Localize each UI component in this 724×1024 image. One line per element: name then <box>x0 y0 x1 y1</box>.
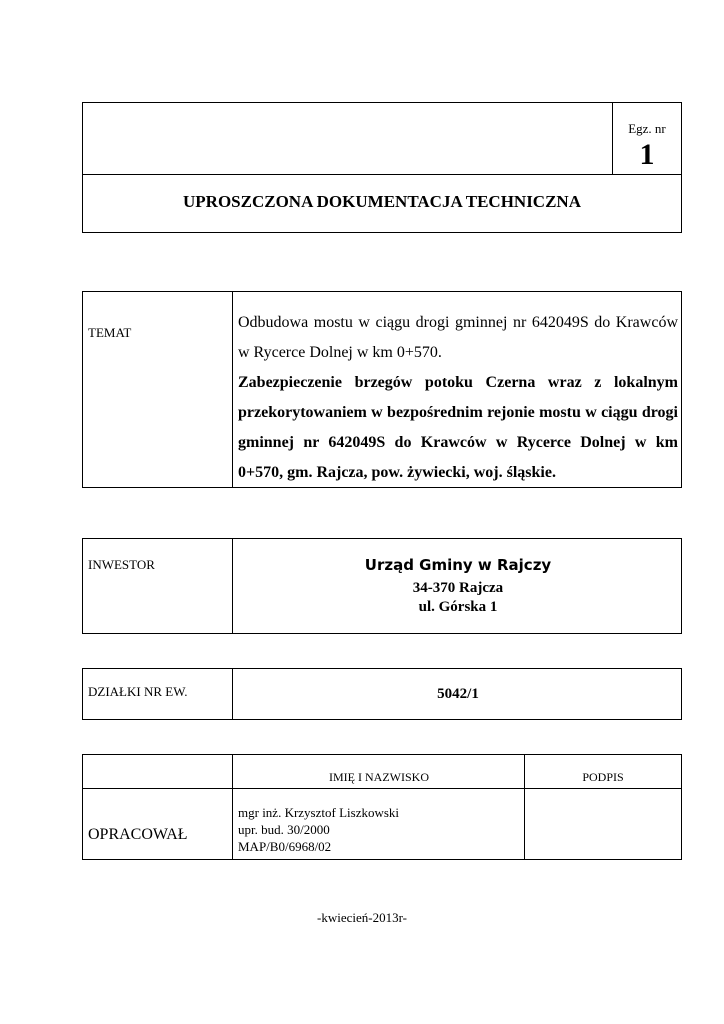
dzialki-value: 5042/1 <box>437 686 479 702</box>
dzialki-label: DZIAŁKI NR EW. <box>88 684 188 699</box>
author-registry: MAP/B0/6968/02 <box>238 839 332 854</box>
signature-divider-1 <box>232 754 233 860</box>
inwestor-divider <box>232 538 233 634</box>
inwestor-zip-city: 34-370 Rajcza <box>412 580 504 596</box>
column-sign-header: PODPIS <box>582 770 624 784</box>
copy-number: 1 <box>639 138 655 171</box>
copy-label: Egz. nr <box>628 121 666 136</box>
temat-line-normal: Odbudowa mostu w ciągu drogi gminnej nr 642049S do Krawców w Rycerce Dolnej w km 0+570. <box>238 314 678 361</box>
author-license: upr. bud. 30/2000 <box>238 822 330 837</box>
temat-text <box>238 308 678 488</box>
column-name-header: IMIĘ I NAZWISKO <box>329 770 429 784</box>
temat-line-bold: Zabezpieczenie brzegów potoku Czerna wraz z lokalnym przekorytowaniem w bezpośrednim rejonie mostu w ciągu drogi gminnej nr 642049S do Krawców w Rycerce Dolnej w km 0+570, gm. Rajcza, pow. żywiecki, woj. śląskie. <box>238 374 678 481</box>
header-box <box>82 102 682 233</box>
temat-divider <box>232 291 233 488</box>
author-name: mgr inż. Krzysztof Liszkowski <box>238 805 400 820</box>
inwestor-label: INWESTOR <box>88 557 155 572</box>
header-divider <box>612 102 613 174</box>
inwestor-name: Urząd Gminy w Rajczy <box>364 556 552 574</box>
prepared-by-label: OPRACOWAŁ <box>88 826 188 843</box>
dzialki-divider <box>232 668 233 720</box>
temat-label: TEMAT <box>88 325 132 340</box>
signature-field <box>525 789 681 859</box>
header-separator <box>82 174 682 175</box>
document-title: UPROSZCZONA DOKUMENTACJA TECHNICZNA <box>183 192 581 211</box>
document-date: -kwiecień-2013r- <box>317 910 407 925</box>
inwestor-street: ul. Górska 1 <box>418 599 498 615</box>
